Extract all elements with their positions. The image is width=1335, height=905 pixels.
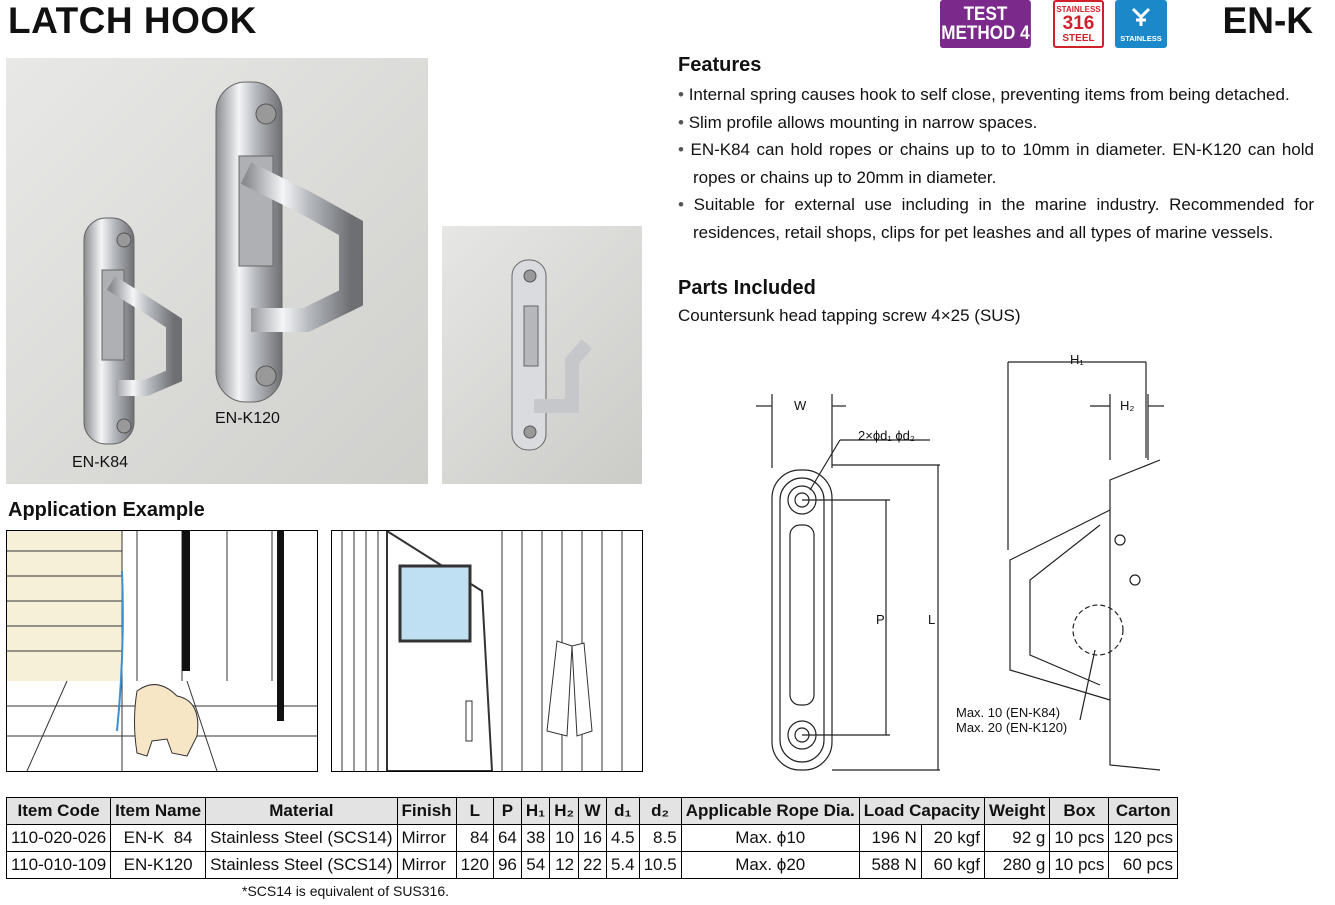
col-finish: Finish	[397, 798, 456, 825]
application-illustration-dog	[6, 530, 318, 772]
cell: 5.4	[606, 852, 639, 879]
col-carton: Carton	[1109, 798, 1178, 825]
dim-w: W	[794, 398, 807, 413]
cell: 196 N	[859, 825, 921, 852]
cell: 60 pcs	[1109, 852, 1178, 879]
features-heading: Features	[678, 54, 762, 76]
cell: 38	[521, 825, 549, 852]
features-section	[678, 54, 1314, 246]
cell: 60 kgf	[921, 852, 984, 879]
cell: 110-010-109	[7, 852, 111, 879]
application-illustration-door	[331, 530, 643, 772]
cell: Mirror	[397, 825, 456, 852]
product-photo	[6, 58, 428, 484]
dim-h2: H₂	[1120, 398, 1135, 413]
feature-item: • Suitable for external use including in the marine industry. Recommended for residences, retail shops, clips for pet leashes and all types of marine vessels.	[678, 191, 1314, 246]
max-size-k84: Max. 10 (EN-K84)	[956, 705, 1061, 720]
cell: 54	[521, 852, 549, 879]
cell: EN-K 84	[111, 825, 206, 852]
table-row	[7, 852, 1178, 879]
cell: 4.5	[606, 825, 639, 852]
feature-item: • EN-K84 can hold ropes or chains up to to 10mm in diameter. EN-K120 can hold ropes or chains up to 20mm in diameter.	[678, 136, 1314, 191]
table-header-row	[7, 798, 1178, 825]
cell: Max. ϕ10	[681, 825, 859, 852]
col-material: Material	[206, 798, 397, 825]
col-item-code: Item Code	[7, 798, 111, 825]
cell: 92 g	[984, 825, 1049, 852]
table-row	[7, 825, 1178, 852]
stainless-316-badge	[1053, 0, 1104, 48]
parts-section	[678, 277, 1021, 326]
cell: Mirror	[397, 852, 456, 879]
dim-l: L	[928, 612, 936, 627]
cell: 12	[550, 852, 579, 879]
application-heading: Application Example	[8, 499, 205, 521]
cell: 22	[579, 852, 607, 879]
col-l: L	[456, 798, 493, 825]
col-box: Box	[1050, 798, 1109, 825]
badge-line-1: STAINLESS	[1056, 4, 1101, 14]
badge-line-2: 316	[1062, 12, 1095, 34]
badge-label: STAINLESS	[1120, 33, 1162, 43]
cell: 8.5	[639, 825, 681, 852]
feature-item: • Internal spring causes hook to self close, preventing items from being detached.	[678, 81, 1314, 109]
cell: 120 pcs	[1109, 825, 1178, 852]
cell: 10.5	[639, 852, 681, 879]
photo-label-small: EN-K84	[72, 454, 129, 471]
cell: 120	[456, 852, 493, 879]
feature-item: • Slim profile allows mounting in narrow spaces.	[678, 109, 1314, 137]
cell: 10 pcs	[1050, 825, 1109, 852]
col-h1: H₁	[521, 798, 549, 825]
col-w: W	[579, 798, 607, 825]
cell: 16	[579, 825, 607, 852]
cell: 10 pcs	[1050, 852, 1109, 879]
test-method-badge	[940, 0, 1031, 48]
parts-text: Countersunk head tapping screw 4×25 (SUS)	[678, 306, 1021, 325]
product-side-photo	[442, 226, 642, 484]
col-weight: Weight	[984, 798, 1049, 825]
cell: 84	[456, 825, 493, 852]
dim-p: P	[876, 612, 885, 627]
dim-h1: H₁	[1070, 352, 1084, 367]
cell: 110-020-026	[7, 825, 111, 852]
photo-label-large: EN-K120	[215, 410, 280, 427]
cell: 10	[550, 825, 579, 852]
stainless-badge	[1115, 0, 1167, 48]
cell: 64	[493, 825, 521, 852]
cell: Stainless Steel (SCS14)	[206, 825, 397, 852]
col-load-capacity: Load Capacity	[859, 798, 984, 825]
stainless-icon	[1130, 6, 1152, 34]
features-list	[678, 81, 1314, 246]
page-title: LATCH HOOK	[8, 0, 257, 41]
technical-drawing	[750, 350, 1190, 775]
cell: 588 N	[859, 852, 921, 879]
col-rope-dia: Applicable Rope Dia.	[681, 798, 859, 825]
badge-line-2: METHOD 4	[941, 23, 1030, 44]
badge-line-1: TEST	[963, 4, 1008, 25]
col-d2: d₂	[639, 798, 681, 825]
cell: Stainless Steel (SCS14)	[206, 852, 397, 879]
max-size-k120: Max. 20 (EN-K120)	[956, 720, 1068, 735]
cell: Max. ϕ20	[681, 852, 859, 879]
parts-heading: Parts Included	[678, 277, 816, 299]
cell: 96	[493, 852, 521, 879]
badge-line-3: STEEL	[1062, 32, 1095, 44]
cell: EN-K120	[111, 852, 206, 879]
model-code: EN-K	[1222, 0, 1313, 41]
col-item-name: Item Name	[111, 798, 206, 825]
col-h2: H₂	[550, 798, 579, 825]
cell: 20 kgf	[921, 825, 984, 852]
spec-table	[6, 797, 1178, 879]
table-footnote: *SCS14 is equivalent of SUS316.	[242, 883, 450, 899]
dim-holes: 2×ϕd₁ ϕd₂	[858, 428, 915, 443]
col-d1: d₁	[606, 798, 639, 825]
col-p: P	[493, 798, 521, 825]
cell: 280 g	[984, 852, 1049, 879]
